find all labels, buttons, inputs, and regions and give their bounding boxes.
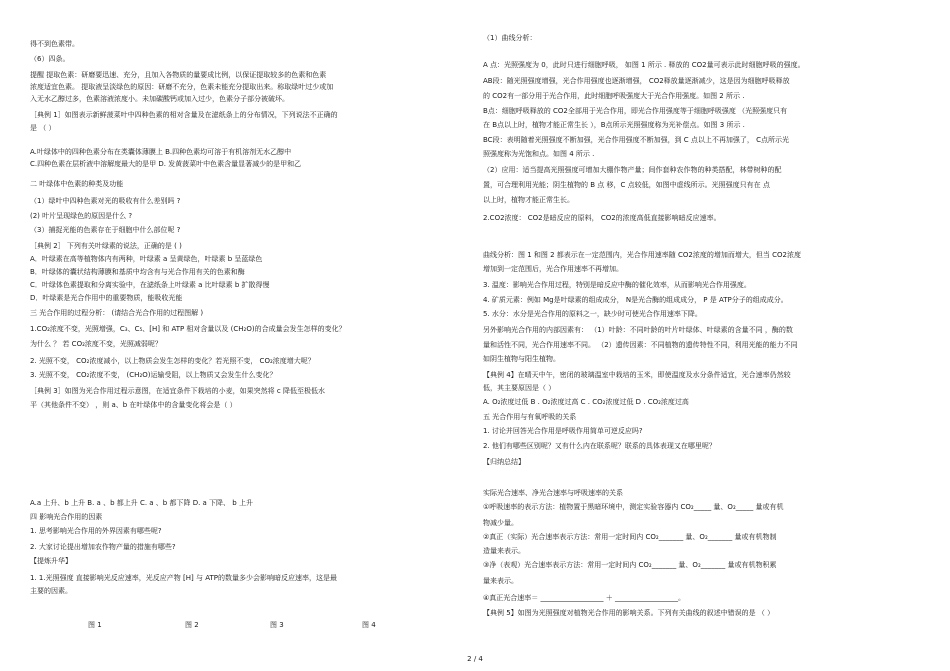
text-line: 增加到一定范围后，光合作用速率不再增加。 [483, 265, 623, 273]
text-line: 5. 水分：水分是光合作用的原料之一，缺少时可使光合作用速率下降。 [483, 310, 702, 318]
text-line: 4. 矿质元素：例如 Mg是叶绿素的组成成分， N是光合酶的组成成分， P 是 ATP分子的组成成分。 [483, 296, 788, 304]
text-line: 三 光合作用的过程分析： (请结合光合作用的过程图解 ) [30, 309, 204, 317]
text-line: 是 （ ） [30, 124, 56, 132]
text-line: 1. 讨论并回答光合作用是呼吸作用简单可逆反应吗? [483, 427, 643, 435]
text-line: ③净（表观）光合速率表示方法：常用一定时间内 CO₂_______ 量、O₂_______ 量或有机物积累 [483, 561, 777, 569]
text-line: 二 叶绿体中色素的种类及功能 [30, 180, 124, 188]
text-line: 【典例 4】在晴天中午，密闭的玻璃温室中栽培的玉米，即使温度及水分条件适宜，光合速率仍然较 [483, 371, 791, 379]
text-line: 实际光合速率、净光合速率与呼吸速率的关系 [483, 489, 623, 497]
text-line: ①呼吸速率的表示方法：植物置于黑暗环境中，测定实验容器内 CO₂_____ 量、O₂_____ 量或有机 [483, 503, 784, 511]
text-line: （2）应用：适当提高光照强度可增加大棚作物产量；间作套种农作物的种类搭配，林带树种的配 [483, 166, 782, 174]
text-line: 3. 温度：影响光合作用过程，特别是暗反应中酶的催化效率，从而影响光合作用强度。 [483, 281, 751, 289]
text-line: B点：细胞呼吸释放的 CO2全部用于光合作用，即光合作用强度等于细胞呼吸强度 （光照强度只有 [483, 107, 788, 115]
text-line: 量来表示。 [483, 577, 518, 585]
text-line: 入无水乙醇过多，色素溶液浓度小。未加碳酸钙或加入过少，色素分子部分被破坏。 [30, 95, 289, 103]
figure-label: 图 4 [362, 621, 376, 629]
text-line: 平（其他条件不变） ，则 a、b 在叶绿体中的含量变化将会是（ ） [30, 401, 237, 409]
text-line: 造量来表示。 [483, 547, 525, 555]
text-line: ［典例 1］如图表示新鲜菠菜叶中四种色素的相对含量及在滤纸条上的分布情况，下列说法不正确的 [30, 111, 338, 119]
text-line: 为什么 ？ 若 CO₂浓度不变，光照减弱呢？ [30, 340, 162, 348]
text-line: ［典例 3］如图为光合作用过程示意图，在适宜条件下栽培的小麦，如果突然将 c 降低至极低水 [30, 387, 325, 395]
text-line: 量和活性不同，光合作用速率不同。 （2）遗传因素：不同植物的遗传特性不同，利用光能的能力不同 [483, 341, 798, 349]
text-line: 1.CO₂浓度不变，光照增强，C₃、C₅、[H] 和 ATP 相对含量以及 (CH₂O)的合成量会发生怎样的变化？ [30, 325, 346, 333]
text-line: 提醒 提取色素：研磨要迅速、充分，且加入各物质的量要成比例，以保证提取较多的色素和色素 [30, 71, 327, 79]
text-line: 2.CO2浓度： CO2是暗反应的原料， CO2的浓度高低直接影响暗反应速率。 [483, 214, 721, 222]
text-line: C．叶绿体色素提取和分离实验中，在滤纸条上叶绿素 a 比叶绿素 b 扩散得慢 [30, 281, 270, 289]
text-line: 【提炼升华】 [30, 557, 72, 565]
text-line: A.叶绿体中的四种色素分布在类囊体薄膜上 B.四种色素均可溶于有机溶剂无水乙醇中 [30, 148, 292, 156]
page-number: 2 / 4 [467, 655, 483, 663]
text-line: 物减少量。 [483, 519, 518, 527]
text-line: 四 影响光合作用的因素 [30, 513, 103, 521]
text-line: 主要的因素。 [30, 587, 72, 595]
text-line: 1. 思考影响光合作用的外界因素有哪些呢? [30, 527, 162, 535]
text-line: A. O₂浓度过低 B . O₂浓度过高 C . CO₂浓度过低 D . CO₂浓度过高 [483, 398, 689, 406]
text-line: 在 B点以上时，植物才能正常生长 ），B点所示光照强度称为光补偿点。如图 3 所示 . [483, 121, 745, 129]
text-line: 另外影响光合作用的内部因素有： （1）叶龄：不同叶龄的叶片叶绿体、叶绿素的含量不同 ，酶的数 [483, 326, 793, 334]
text-line: 置，可合理利用光能；阴生植物的 B 点 移，C 点较低，如图中虚线所示。光照强度只有在 点 [483, 181, 770, 189]
text-line: 如阴生植物与阳生植物。 [483, 355, 560, 363]
text-line: BC段：表明随着光照强度不断加强，光合作用强度不断加强，到 C 点以上不再加强了， C点所示光 [483, 136, 790, 144]
text-line: 2. 大家讨论提出增加农作物产量的措施有哪些? [30, 543, 176, 551]
text-line: 1. 1.光照强度 直接影响光反应速率，光反应产物 [H] 与 ATP的数量多少会影响暗反应速率，这是最 [30, 574, 337, 582]
text-line: C.四种色素在层析液中溶解度最大的是甲 D. 发黄菠菜叶中色素含量显著减少的是甲和乙 [30, 160, 302, 168]
text-line: 低，其主要原因是（ ） [483, 384, 556, 392]
figure-label-row [30, 620, 450, 630]
text-line: 2. 光照不变， CO₂浓度减小，以上物质会发生怎样的变化？若光照不变， CO₂浓度增大呢？ [30, 357, 315, 365]
text-line: AB段：随光照强度增强，光合作用强度也逐渐增强， CO2释放量逐渐减少，这是因为细胞呼吸释放 [483, 77, 790, 85]
text-line: （1）曲线分析： [483, 34, 537, 42]
text-line: （3）捕捉光能的色素存在于细胞中什么部位呢 ? [30, 226, 181, 234]
text-line: 的 CO2有一部分用于光合作用，此时细胞呼吸强度大于光合作用强度。如图 2 所示 . [483, 92, 745, 100]
text-line: A．叶绿素在高等植物体内有两种，叶绿素 a 呈黄绿色，叶绿素 b 呈蓝绿色 [30, 255, 263, 263]
text-line: ［典例 2］ 下列有关叶绿素的说法，正确的是 ( ) [30, 242, 182, 250]
text-line: 曲线分析：图 1 和图 2 都表示在一定范围内，光合作用速率随 CO2浓度的增加而增大，但当 CO2浓度 [483, 251, 801, 259]
text-line: 【典例 5】如图为光照强度对植物光合作用的影响关系。下列有关曲线的叙述中错误的是 （ ） [483, 609, 775, 617]
text-line: 以上时，植物才能正常生长。 [483, 196, 574, 204]
text-line: 【归纳总结】 [483, 458, 525, 466]
text-line: D．叶绿素是光合作用中的重要物质，能吸收光能 [30, 294, 183, 302]
text-line: (2) 叶片呈现绿色的原因是什么 ? [30, 212, 133, 220]
text-line: 五 光合作用与有氧呼吸的关系 [483, 413, 577, 421]
figure-label: 图 1 [88, 621, 102, 629]
text-line: ②真正（实际）光合速率表示方法：常用一定时间内 CO₂_______ 量、O₂_______ 量或有机物制 [483, 533, 777, 541]
text-line: 得不到色素带。 [30, 40, 79, 48]
text-line: A 点：光照强度为 0，此时只进行细胞呼吸， 如图 1 所示 . 释放的 CO2量可表示此时细胞呼吸的强度。 [483, 61, 805, 69]
text-line: （1）绿叶中四种色素对光的吸收有什么差别吗 ? [30, 197, 181, 205]
text-line: （6）四条。 [30, 55, 70, 63]
figure-label: 图 3 [270, 621, 284, 629]
text-line: ④真正光合速率＝ __________________ ＋ __________________。 [483, 594, 685, 602]
text-line: 3. 光照不变， CO₂浓度不变， (CH₂O)运输受阻，以上物质又会发生什么变化？ [30, 371, 277, 379]
text-line: B．叶绿体的囊状结构薄膜和基质中均含有与光合作用有关的色素和酶 [30, 268, 245, 276]
text-line: A.a 上升、b 上升 B. a 、b 都上升 C. a 、b 都下降 D. a 下降、 b 上升 [30, 499, 253, 507]
text-line: 2. 他们有哪些区别呢？又有什么内在联系呢？联系的具体表现又在哪里呢？ [483, 442, 716, 450]
figure-label: 图 2 [185, 621, 199, 629]
text-line: 照强度称为光饱和点。如图 4 所示 . [483, 150, 595, 158]
text-line: 浓度适宜色素。 提取液呈淡绿色的原因：研磨不充分，色素未能充分提取出来。称取绿叶过少或加 [30, 83, 334, 91]
